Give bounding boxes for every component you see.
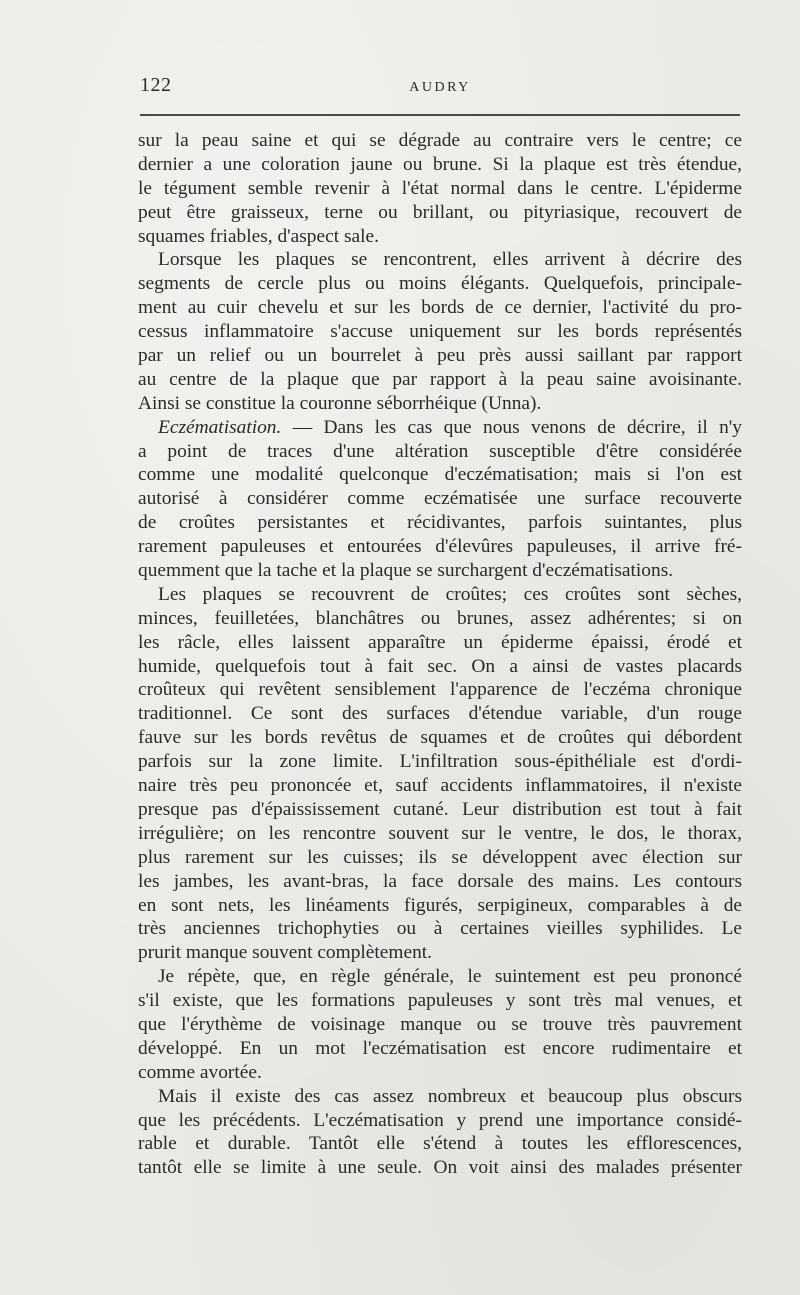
text-line: comme une modalité quelconque d'eczématisation; mais si l'on est xyxy=(138,464,742,486)
text-line: les râcle, elles laissent apparaître un épiderme épaissi, érodé et xyxy=(138,631,742,653)
text-line: très anciennes trichophyties ou à certaines vieilles syphilides. Le xyxy=(138,918,742,940)
text-line: comme avortée. xyxy=(138,1061,262,1083)
text-line: plus rarement sur les cuisses; ils se développent avec élection sur xyxy=(138,846,742,868)
text-line: en sont nets, les linéaments figurés, serpigineux, comparables à de xyxy=(138,894,742,916)
text-line: rable et durable. Tantôt elle s'étend à toutes les efflorescences, xyxy=(138,1133,742,1155)
text-line: croûteux qui revêtent sensiblement l'apparence de l'eczéma chronique xyxy=(138,679,742,701)
section-heading-italic: Eczématisation. xyxy=(158,416,282,438)
text-line: Je répète, que, en règle générale, le suintement est peu prononcé xyxy=(158,966,742,988)
text-line: irrégulière; on les rencontre souvent sur le ventre, le dos, le thorax, xyxy=(138,822,742,844)
text-line: dernier a une coloration jaune ou brune. Si la plaque est très étendue, xyxy=(138,153,742,175)
text-line: de croûtes persistantes et récidivantes, parfois suintantes, plus xyxy=(138,512,742,534)
text-line: les jambes, les avant-bras, la face dorsale des mains. Les contours xyxy=(138,870,742,892)
text-line: naire très peu prononcée et, sauf accidents inflammatoires, il n'existe xyxy=(138,775,742,797)
text-line: Lorsque les plaques se rencontrent, elles arrivent à décrire des xyxy=(158,249,742,271)
running-head: AUDRY xyxy=(409,80,471,95)
text-line: parfois sur la zone limite. L'infiltration sous-épithéliale est d'ordi- xyxy=(138,751,742,773)
header-rule xyxy=(140,114,740,116)
text-line: par un relief ou un bourrelet à peu près aussi saillant par rapport xyxy=(138,345,742,367)
text-line: tantôt elle se limite à une seule. On voit ainsi des malades présenter xyxy=(138,1157,742,1179)
text-line: Ainsi se constitue la couronne séborrhéique (Unna). xyxy=(138,392,542,414)
text-line: le tégument semble revenir à l'état normal dans le centre. L'épiderme xyxy=(138,177,742,199)
text-line: que les précédents. L'eczématisation y prend une importance considé- xyxy=(138,1109,742,1131)
text-line: peut être graisseux, terne ou brillant, ou pityriasique, recouvert de xyxy=(138,201,742,223)
text-line: minces, feuilletées, blanchâtres ou brunes, assez adhérentes; si on xyxy=(138,607,742,629)
text-line: que l'érythème de voisinage manque ou se trouve très pauvrement xyxy=(138,1013,742,1035)
text-line: développé. En un mot l'eczématisation est encore rudimentaire et xyxy=(138,1037,742,1059)
text-line: traditionnel. Ce sont des surfaces d'étendue variable, d'un rouge xyxy=(138,703,742,725)
text-line: au centre de la plaque que par rapport à la peau saine avoisinante. xyxy=(138,368,742,390)
text-line: humide, quelquefois tout à fait sec. On a ainsi de vastes placards xyxy=(138,655,742,677)
text-line: rarement papuleuses et entourées d'élevûres papuleuses, il arrive fré- xyxy=(138,536,742,558)
text-line: ment au cuir chevelu et sur les bords de ce dernier, l'activité du pro- xyxy=(138,297,742,319)
text-line-with-heading xyxy=(138,416,742,440)
text-line: prurit manque souvent complètement. xyxy=(138,942,433,964)
text-line: presque pas d'épaississement cutané. Leur distribution est tout à fait xyxy=(138,798,742,820)
text-line: sur la peau saine et qui se dégrade au contraire vers le centre; ce xyxy=(138,130,742,151)
text-line: Mais il existe des cas assez nombreux et beaucoup plus obscurs xyxy=(158,1085,742,1107)
text-line: quemment que la tache et la plaque se surchargent d'eczématisations. xyxy=(138,560,674,582)
text-line: autorisé à considérer comme eczématisée une surface recouverte xyxy=(138,488,742,510)
text-line: a point de traces d'une altération susceptible d'être considérée xyxy=(138,440,742,462)
text-line: Les plaques se recouvrent de croûtes; ces croûtes sont sèches, xyxy=(158,583,742,605)
page-header xyxy=(140,74,740,104)
text-line: fauve sur les bords revêtus de squames et de croûtes qui débordent xyxy=(138,727,742,749)
text-line: cessus inflammatoire s'accuse uniquement sur les bords représentés xyxy=(138,321,742,343)
text-line: s'il existe, que les formations papuleuses y sont très mal venues, et xyxy=(138,990,742,1012)
body-text xyxy=(138,129,742,1180)
page-number: 122 xyxy=(140,74,172,96)
text-line: squames friables, d'aspect sale. xyxy=(138,225,379,247)
text-line-rest: — Dans les cas que nous venons de décrire, il n'y xyxy=(292,416,742,438)
text-line: segments de cercle plus ou moins élégants. Quelquefois, principale- xyxy=(138,273,742,295)
